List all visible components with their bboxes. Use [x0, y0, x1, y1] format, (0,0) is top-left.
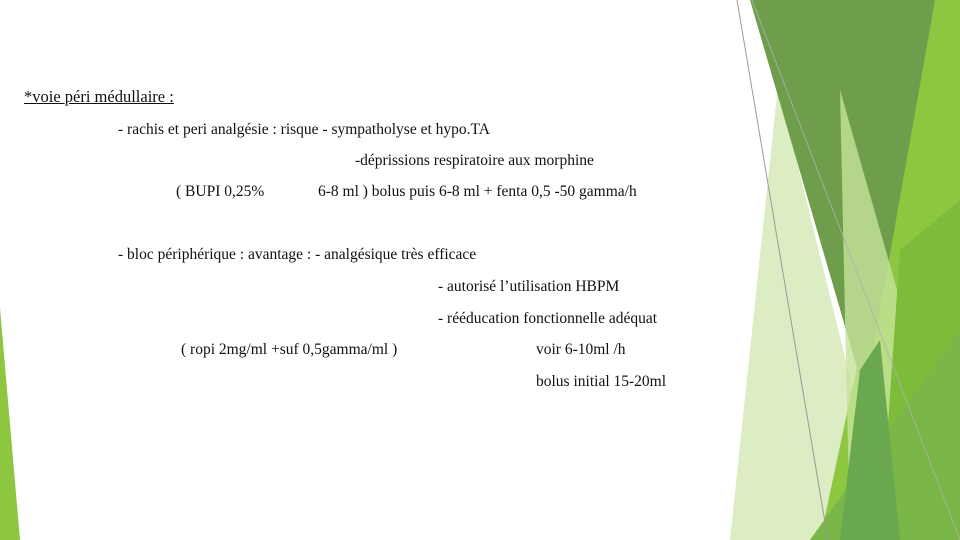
rehab-line: - rééducation fonctionnelle adéquat	[438, 310, 658, 327]
bupi-dose-regimen: 6-8 ml ) bolus puis 6-8 ml + fenta 0,5 -50 gamma/h	[318, 183, 637, 200]
rachis-line: - rachis et peri analgésie : risque - sympatholyse et hypo.TA	[118, 121, 490, 138]
ropi-initial-bolus: bolus initial 15-20ml	[536, 373, 667, 390]
bupi-dose-label: ( BUPI 0,25%	[176, 183, 265, 200]
peripheral-block-line: - bloc périphérique : avantage : - analgésique très efficace	[118, 246, 477, 263]
respiratory-depression-line: -déprissions respiratoire aux morphine	[355, 152, 594, 169]
left-green-sliver	[0, 308, 20, 540]
hbpm-line: - autorisé l’utilisation HBPM	[438, 278, 620, 295]
section-heading: *voie péri médullaire :	[24, 87, 174, 106]
ropi-dose-label: ( ropi 2mg/ml +suf 0,5gamma/ml )	[181, 341, 398, 358]
ropi-infusion-rate: voir 6-10ml /h	[536, 341, 626, 358]
